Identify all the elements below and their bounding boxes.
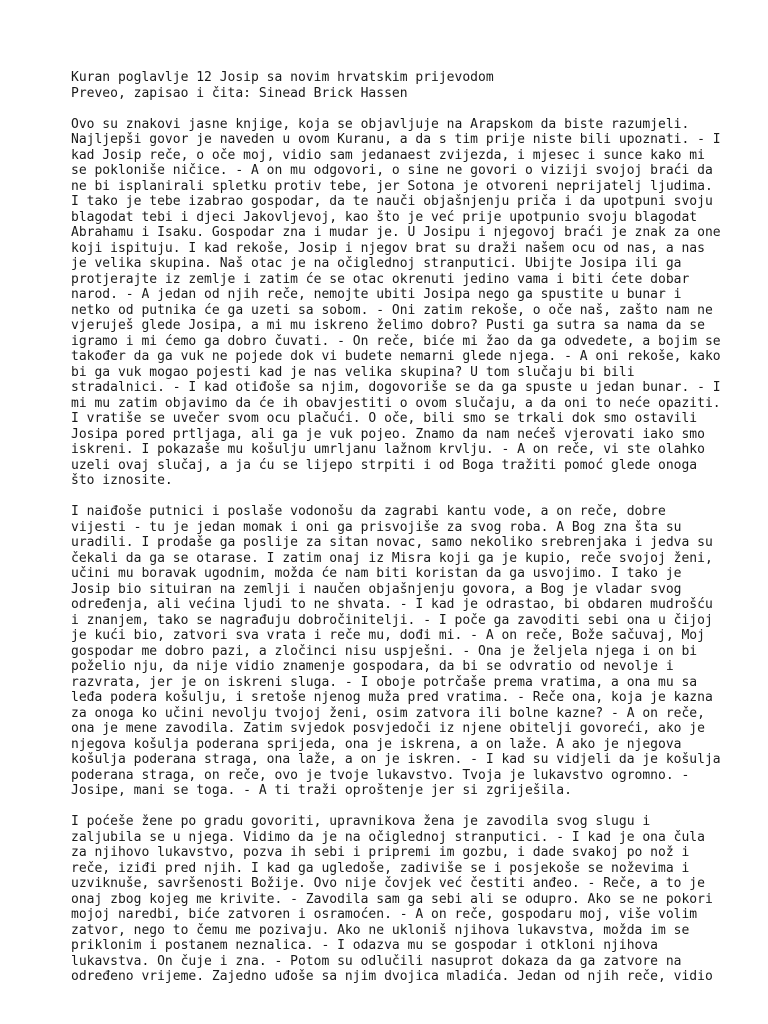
text-line: priklonim i postanem neznalica. - I odazva mu se gospodar i otkloni njihova <box>71 938 658 953</box>
text-line: zatvor, nego to čemu me pozivaju. Ako ne ukloniš njihova lukavstva, možda im se <box>71 922 690 938</box>
text-line: je kući bio, zatvori sva vrata i reče mu, dođi mi. - A on reče, Bože sačuvaj, Moj <box>71 628 705 643</box>
paragraph-gap <box>71 799 731 815</box>
text-line: je velika skupina. Naš otac je na očiglednoj stranputici. Ubijte Josipa ili ga <box>71 256 682 271</box>
text-line: I naiđoše putnici i poslaše vodonošu da zagrabi kantu vode, a on reče, dobre <box>71 504 666 519</box>
text-line: ona je mene zavodila. Zatim svjedok posvjedoči iz njene obitelji govoreći, ako je <box>71 721 705 736</box>
document-body <box>71 117 731 985</box>
text-line: se pokloniše ničice. - A on mu odgovori, o sine ne govori o viziji svojoj braći da <box>71 163 713 178</box>
document-page <box>71 70 731 985</box>
text-line: reče, iziđi pred njih. I kad ga ugledoše, zadiviše se i posjekoše se noževima i <box>71 860 690 876</box>
text-line: čekali da ga se otarase. I zatim onaj iz Misra koji ga je kupio, reče svojoj ženi, <box>71 550 713 566</box>
text-line: I vratiše se uvečer svom ocu plačući. O oče, bili smo se trkali dok smo ostavili <box>71 411 698 426</box>
text-line: koji ispituju. I kad rekoše, Josip i njegov brat su draži našem ocu od nas, a nas <box>71 240 705 256</box>
document-header <box>71 70 731 101</box>
text-line: razvrata, jer je on iskreni sluga. - I oboje potrčaše prema vratima, a ona mu sa <box>71 674 698 690</box>
text-line: vijesti - tu je jedan momak i oni ga prisvojiše za svog roba. A Bog zna šta su <box>71 519 682 535</box>
text-line: Najljepši govor je naveden u ovom Kuranu, a da s tim prije niste bili upoznati. - I <box>71 132 721 147</box>
text-line: mi mu zatim objavimo da će ih obavjestiti o ovom slučaju, a da oni to neće opaziti. <box>71 395 721 411</box>
paragraph <box>71 814 731 985</box>
text-line: i znanjem, tako se nagrađuju dobročinitelji. - I poče ga zavoditi sebi ona u čijoj <box>71 612 713 628</box>
text-line: što iznosite. <box>71 473 173 488</box>
text-line: leđa podera košulju, i sretoše njenog muža pred vratima. - Reče ona, koja je kazna <box>71 690 713 705</box>
text-line: igramo i mi ćemo ga dobro čuvati. - On reče, biće mi žao da ga odvedete, a bojim se <box>71 333 721 349</box>
text-line: uzeli ovaj slučaj, a ja ću se lijepo strpiti i od Boga tražiti pomoć glede onoga <box>71 457 698 473</box>
text-line: onaj zbog kojeg me krivite. - Zavodila sam ga sebi ali se odupro. Ako se ne pokori <box>71 891 713 907</box>
text-line: I poćeše žene po gradu govoriti, upravnikova žena je zavodila svog slugu i <box>71 814 651 829</box>
text-line: lukavstva. On čuje i zna. - Potom su odlučili nasuprot dokaza da ga zatvore na <box>71 953 682 969</box>
text-line: iskreni. I pokazaše mu košulju umrljanu lažnom krvlju. - A on reče, vi ste olahko <box>71 442 705 457</box>
text-line: protjerajte iz zemlje i zatim će se otac okrenuti jedino vama i biti ćete dobar <box>71 271 690 287</box>
text-line: vjeruješ glede Josipa, a mi mu iskreno želimo dobro? Pusti ga sutra sa nama da se <box>71 318 705 333</box>
text-line: blagodat tebi i djeci Jakovljevoj, kao što je već prije upotpunio svoju blagodat <box>71 209 698 225</box>
text-line: Josip bio situiran na zemlji i naučen objašnjenju govora, a Bog je vladar svog <box>71 581 682 597</box>
text-line: mojoj naredbi, biće zatvoren i osramoćen. - A on reče, gospodaru moj, više volim <box>71 907 698 922</box>
text-line: određeno vrijeme. Zajedno uđoše sa njim dvojica mladića. Jedan od njih reče, vidio <box>71 969 713 984</box>
text-line: gospodar me dobro pazi, a zločinci nisu uspješni. - Ona je željela njega i on bi <box>71 643 698 659</box>
text-line: košulja poderana straga, ona laže, a on je iskren. - I kad su vidjeli da je košulja <box>71 752 721 767</box>
text-line: zaljubila se u njega. Vidimo da je na očiglednoj stranputici. - I kad je ona čula <box>71 829 705 845</box>
text-line: bi ga vuk mogao pojesti kad je nas velika skupina? U tom slučaju bi bili <box>71 364 635 380</box>
text-line: za njihovo lukavstvo, pozva ih sebi i pripremi im gozbu, i dade svakoj po nož i <box>71 845 690 860</box>
text-line: Abrahamu i Isaku. Gospodar zna i mudar je. U Josipu i njegovoj braći je znak za one <box>71 225 721 240</box>
paragraph-gap <box>71 101 731 117</box>
paragraph <box>71 117 731 489</box>
text-line: njegova košulja poderana sprijeda, ona je iskrena, a on laže. A ako je njegova <box>71 736 682 752</box>
text-line: uzviknuše, savršenosti Božije. Ovo nije čovjek već čestiti anđeo. - Reče, a to je <box>71 876 705 891</box>
text-line: Ovo su znakovi jasne knjige, koja se objavljuje na Arapskom da biste razumjeli. <box>71 116 690 132</box>
document-title: Kuran poglavlje 12 Josip sa novim hrvatskim prijevodom <box>71 70 494 85</box>
text-line: učini mu boravak ugodnim, možda će nam biti koristan da ga usvojimo. I tako je <box>71 566 682 581</box>
text-line: kad Josip reče, o oče moj, vidio sam jedanaest zvijezda, i mjesec i sunce kako mi <box>71 147 705 163</box>
text-line: Josipe, mani se toga. - A ti traži oproštenje jer si zgriješila. <box>71 783 572 798</box>
text-line: određenja, ali većina ljudi to ne shvata. - I kad je odrastao, bi obdaren mudrošću <box>71 597 713 612</box>
text-line: uradili. I prodaše ga poslije za sitan novac, samo nekoliko srebrenjaka i jedva su <box>71 535 713 550</box>
text-line: Josipa pored prtljaga, ali ga je vuk pojeo. Znamo da nam nećeš vjerovati iako smo <box>71 426 705 442</box>
text-line: netko od putnika će ga uzeti sa sobom. - Oni zatim rekoše, o oče naš, zašto nam ne <box>71 302 713 318</box>
text-line: poželio nju, da nije vidio znamenje gospodara, da bi se odvratio od nevolje i <box>71 659 674 674</box>
text-line: također da ga vuk ne pojede dok vi budete nemarni glede njega. - A oni rekoše, kako <box>71 349 721 364</box>
document-byline: Preveo, zapisao i čita: Sinead Brick Hassen <box>71 85 408 101</box>
paragraph-gap <box>71 489 731 505</box>
text-line: I tako je tebe izabrao gospodar, da te nauči objašnjenju priča i da upotpuni svoju <box>71 194 713 209</box>
text-line: za onoga ko učini nevolju tvojoj ženi, osim zatvora ili bolne kazne? - A on reče, <box>71 705 705 721</box>
text-line: narod. - A jedan od njih reče, nemojte ubiti Josipa nego ga spustite u bunar i <box>71 287 682 302</box>
text-line: stradalnici. - I kad otiđoše sa njim, dogovoriše se da ga spuste u jedan bunar. - I <box>71 380 721 395</box>
text-line: poderana straga, on reče, ovo je tvoje lukavstvo. Tvoja je lukavstvo ogromno. - <box>71 767 690 783</box>
text-line: ne bi isplanirali spletku protiv tebe, jer Sotona je otvoreni neprijatelj ljudima. <box>71 178 713 194</box>
paragraph <box>71 504 731 799</box>
